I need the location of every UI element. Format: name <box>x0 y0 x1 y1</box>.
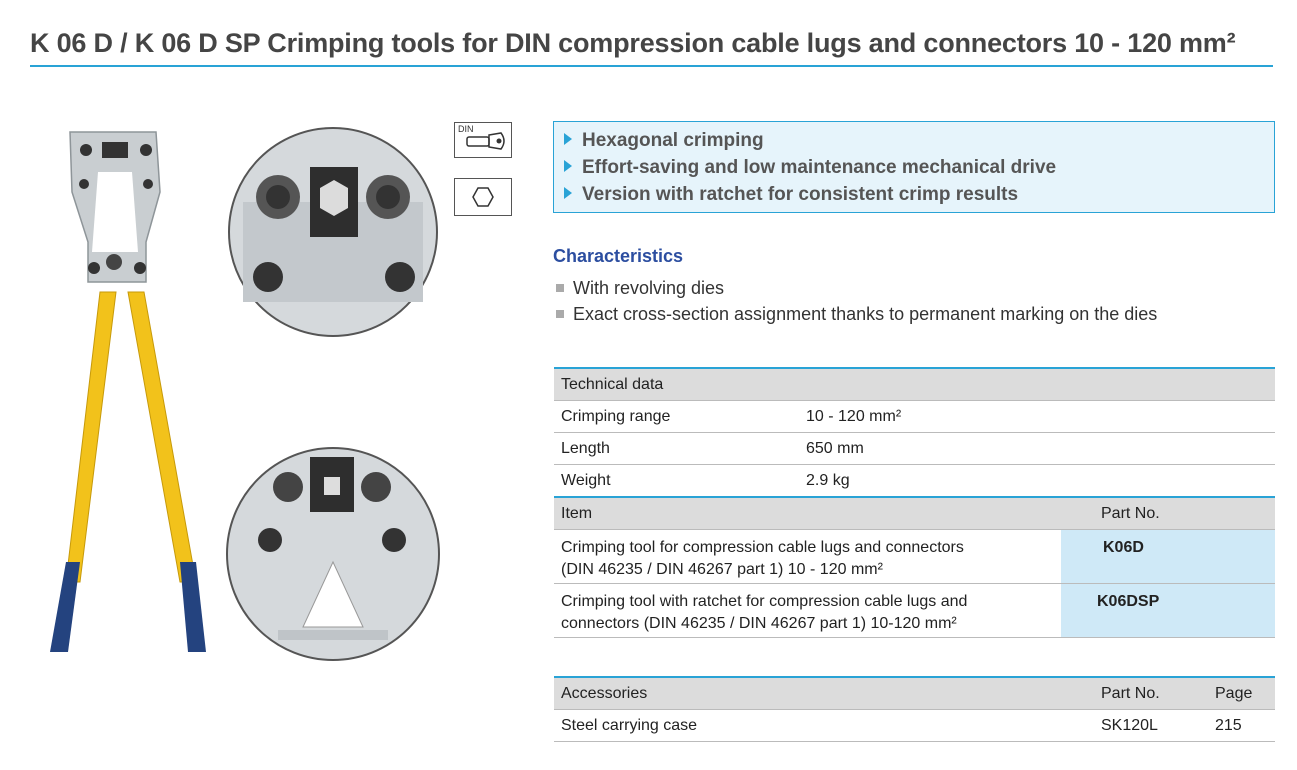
spec-value: 2.9 kg <box>799 465 1275 497</box>
page-number: 215 <box>1201 710 1275 742</box>
feature-item: Hexagonal crimping <box>564 128 1274 155</box>
characteristics-heading: Characteristics <box>553 246 684 266</box>
spec-value: 650 mm <box>799 433 1275 465</box>
technical-data-table <box>554 367 1275 497</box>
table-row <box>554 710 1275 742</box>
accessory-name: Steel carrying case <box>554 710 1061 742</box>
die-closeup-image-upper <box>229 128 437 336</box>
part-number: K06DSP <box>1061 584 1275 638</box>
bullet-square-icon <box>556 310 564 318</box>
table-row <box>554 465 1275 497</box>
item-description: Crimping tool for compression cable lugs and connectors (DIN 46235 / DIN 46267 part 1) 10 - 120 mm² <box>554 530 1061 584</box>
spec-label: Weight <box>554 465 799 497</box>
table-header-row <box>554 368 1275 401</box>
item-description: Crimping tool with ratchet for compression cable lugs and connectors (DIN 46235 / DIN 46267 part 1) 10-120 mm² <box>554 584 1061 638</box>
din-lug-icon: DIN <box>454 122 512 158</box>
die-closeup-image-lower <box>227 448 439 660</box>
part-number: SK120L <box>1061 710 1201 742</box>
item-column-header: Item <box>554 497 1061 530</box>
page-column-header: Page <box>1201 677 1275 710</box>
list-item: Exact cross-section assignment thanks to permanent marking on the dies <box>556 302 1157 328</box>
items-table <box>554 496 1275 638</box>
arrow-right-icon <box>564 160 572 172</box>
feature-item: Effort-saving and low maintenance mechanical drive <box>564 155 1274 182</box>
spec-label: Length <box>554 433 799 465</box>
list-item: With revolving dies <box>556 276 1157 302</box>
part-number: K06D <box>1061 530 1275 584</box>
accessories-table <box>554 676 1275 742</box>
table-header-row <box>554 497 1275 530</box>
part-column-header: Part No. <box>1061 497 1275 530</box>
characteristics-list <box>556 276 1157 328</box>
spec-label: Crimping range <box>554 401 799 433</box>
page-title: K 06 D / K 06 D SP Crimping tools for DIN compression cable lugs and connectors 10 - 120 mm² <box>30 28 1273 67</box>
crimping-tool-image <box>50 132 206 652</box>
accessories-column-header: Accessories <box>554 677 1061 710</box>
part-column-header: Part No. <box>1061 677 1201 710</box>
spec-value: 10 - 120 mm² <box>799 401 1275 433</box>
product-photos <box>28 112 448 672</box>
feature-box <box>553 121 1275 213</box>
hexagon-crimp-icon <box>454 178 512 216</box>
table-row <box>554 433 1275 465</box>
bullet-square-icon <box>556 284 564 292</box>
table-header-row <box>554 677 1275 710</box>
table-row <box>554 584 1275 638</box>
technical-data-header: Technical data <box>554 368 1275 401</box>
arrow-right-icon <box>564 187 572 199</box>
arrow-right-icon <box>564 133 572 145</box>
table-row <box>554 401 1275 433</box>
table-row <box>554 530 1275 584</box>
feature-item: Version with ratchet for consistent crimp results <box>564 182 1274 209</box>
